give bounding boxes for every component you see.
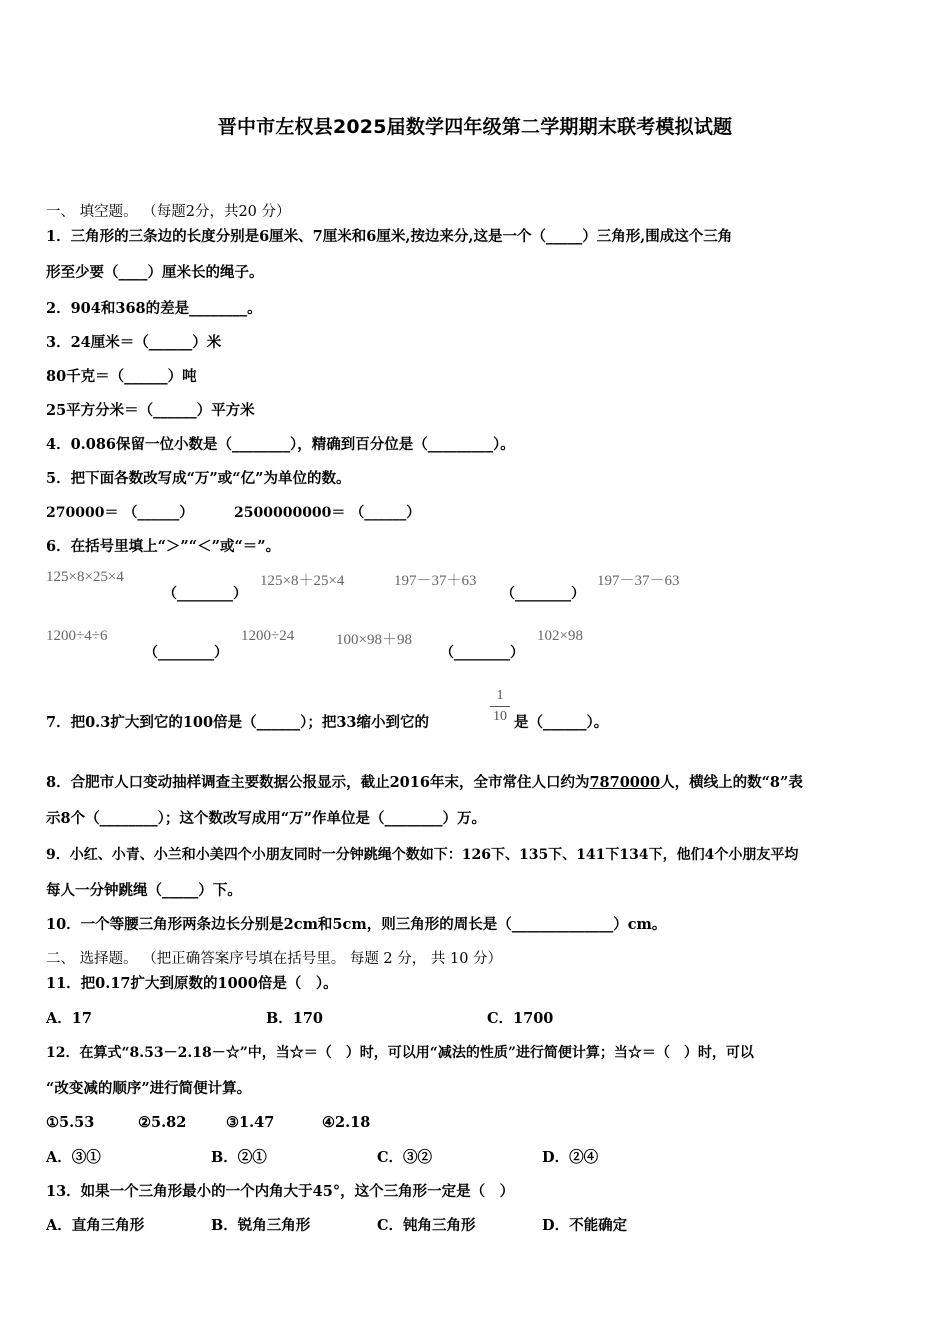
q13-option-b: B．锐角三角形 bbox=[211, 1217, 311, 1234]
q12-line1: 12．在算式“8.53－2.18－☆”中，当☆＝（ ）时，可以用“减法的性质”进行简便计算；当☆＝（ ）时，可以 bbox=[46, 1045, 754, 1061]
q7-fraction-denominator: 10 bbox=[493, 709, 507, 724]
q3-line3: 25平方分米＝（______）平方米 bbox=[46, 402, 255, 419]
q6-expr-5: 1200÷4÷6 bbox=[46, 628, 108, 644]
q11-option-a: A．17 bbox=[46, 1010, 92, 1027]
q11-option-c: C．1700 bbox=[487, 1010, 554, 1027]
q6-expr-6: 1200÷24 bbox=[241, 628, 295, 644]
q4: 4．0.086保留一位小数是（________），精确到百分位是（_________）。 bbox=[46, 436, 515, 453]
page-title: 晋中市左权县2025届数学四年级第二学期期末联考模拟试题 bbox=[217, 116, 733, 138]
q12-option-a: A．③① bbox=[46, 1149, 101, 1166]
q8-text-b: 人，横线上的数“8”表 bbox=[660, 774, 803, 791]
section2-heading: 二、 选择题。 （把正确答案序号填在括号里。 每题 2 分， 共 10 分） bbox=[46, 951, 503, 967]
q10: 10．一个等腰三角形两条边长分别是2cm和5cm，则三角形的周长是（______________）cm。 bbox=[46, 916, 667, 933]
section1-heading: 一、 填空题。 （每题2分，共20 分） bbox=[46, 204, 291, 220]
q1-line1: 1．三角形的三条边的长度分别是6厘米、7厘米和6厘米,按边来分,这是一个（_____）三角形,围成这个三角 bbox=[46, 228, 733, 245]
q9-line1: 9．小红、小青、小兰和小美四个小朋友同时一分钟跳绳个数如下：126下、135下、141下134下，他们4个小朋友平均 bbox=[46, 847, 799, 863]
q6-blank-2: （________） bbox=[501, 586, 585, 602]
q6-expr-3: 197－37＋63 bbox=[394, 573, 477, 589]
q5-item-b: 2500000000＝ （______） bbox=[234, 505, 421, 521]
q6-expr-2: 125×8＋25×4 bbox=[260, 573, 345, 589]
q7-part1: 7．把0.3扩大到它的100倍是（______）；把33缩小到它的 bbox=[46, 714, 430, 731]
q6-expr-4: 197－37－63 bbox=[597, 573, 680, 589]
q13-option-c: C．钝角三角形 bbox=[377, 1217, 476, 1234]
q11-option-b: B．170 bbox=[266, 1010, 324, 1027]
q5: 5．把下面各数改写成“万”或“亿”为单位的数。 bbox=[46, 470, 351, 487]
q13: 13．如果一个三角形最小的一个内角大于45°，这个三角形一定是（ ） bbox=[46, 1183, 515, 1200]
q5-item-a: 270000＝ （______） bbox=[46, 505, 194, 521]
q12-item-3: ③1.47 bbox=[226, 1114, 275, 1131]
q2: 2．904和368的差是________。 bbox=[46, 300, 262, 317]
q6-expr-8: 102×98 bbox=[537, 628, 583, 644]
q9-line2: 每人一分钟跳绳（_____）下。 bbox=[46, 882, 242, 899]
q13-option-a: A．直角三角形 bbox=[46, 1217, 145, 1234]
q6-expr-1: 125×8×25×4 bbox=[46, 569, 124, 585]
q8-line2: 示8个（________）；这个数改写成用“万”作单位是（________）万。 bbox=[46, 810, 487, 827]
q6-expr-7: 100×98＋98 bbox=[336, 632, 412, 648]
q8-line1 bbox=[46, 773, 803, 793]
q12-option-b: B．②① bbox=[211, 1149, 267, 1166]
q6-blank-3: （________） bbox=[144, 645, 228, 661]
q12-item-1: ①5.53 bbox=[46, 1114, 95, 1131]
q8-text-a: 8．合肥市人口变动抽样调查主要数据公报显示，截止2016年末，全市常住人口约为 bbox=[46, 774, 590, 791]
q7-fraction-numerator: 1 bbox=[496, 688, 504, 703]
q12-option-d: D．②④ bbox=[542, 1149, 599, 1166]
q6-blank-4: （________） bbox=[440, 645, 524, 661]
q6-blank-1: （________） bbox=[163, 586, 247, 602]
q12-option-c: C．③② bbox=[377, 1149, 433, 1166]
q8-underlined-number: 7870000 bbox=[589, 774, 661, 791]
q7-fraction-bar bbox=[490, 706, 510, 707]
q12-item-4: ④2.18 bbox=[322, 1114, 371, 1131]
q11: 11．把0.17扩大到原数的1000倍是（ ）。 bbox=[46, 975, 338, 992]
q1-line2: 形至少要（____）厘米长的绳子。 bbox=[46, 264, 264, 281]
q6: 6．在括号里填上“＞”“＜”或“＝”。 bbox=[46, 538, 281, 555]
q7-fraction bbox=[490, 688, 510, 725]
q13-option-d: D．不能确定 bbox=[542, 1217, 628, 1234]
q3-line2: 80千克＝（______）吨 bbox=[46, 368, 197, 385]
q3-line1: 3．24厘米＝（______）米 bbox=[46, 334, 222, 351]
q7-part2: 是（______）。 bbox=[514, 714, 609, 731]
q12-line2: “改变减的顺序”进行简便计算。 bbox=[46, 1080, 252, 1097]
q12-item-2: ②5.82 bbox=[138, 1114, 187, 1131]
